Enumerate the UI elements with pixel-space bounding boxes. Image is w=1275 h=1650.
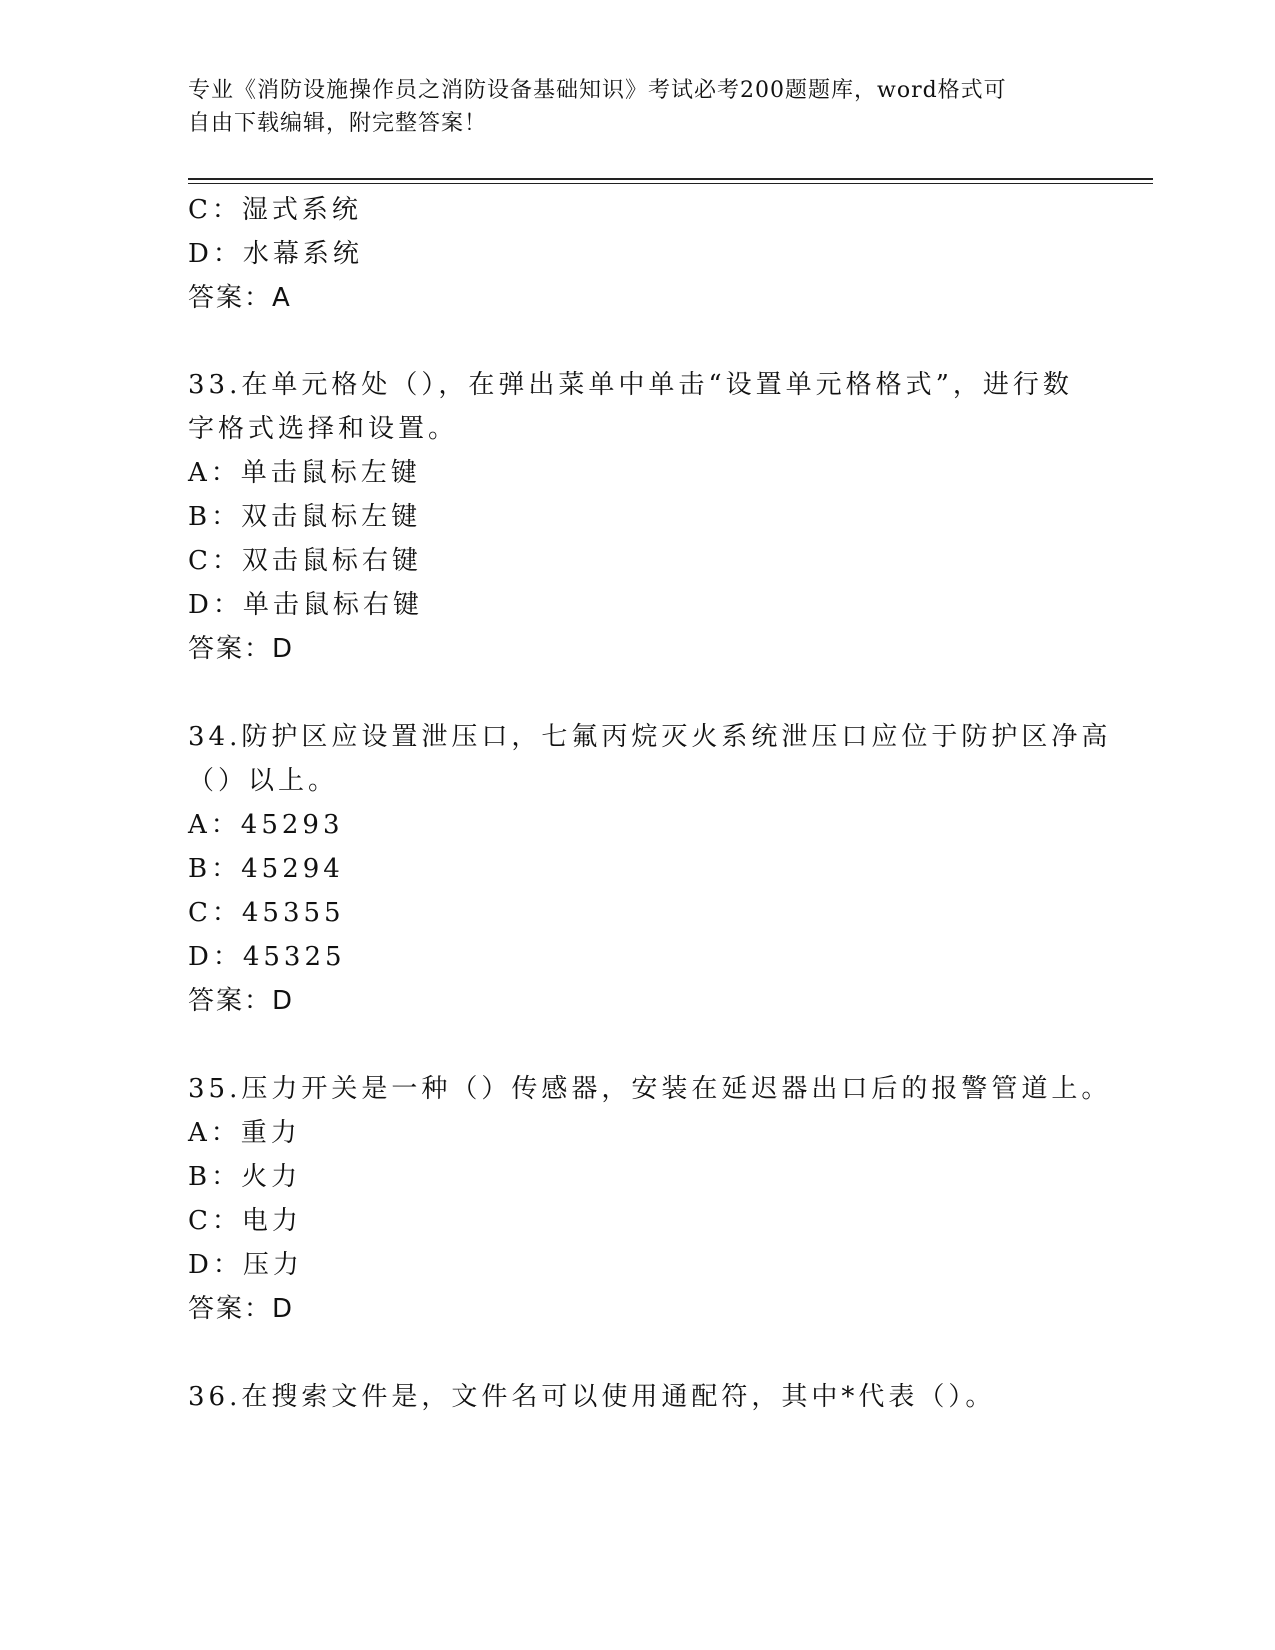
q35-option-b: B：火力 xyxy=(188,1162,302,1192)
q35-stem-line-1: 35.压力开关是一种（）传感器，安装在延迟器出口后的报警管道上。 xyxy=(188,1074,1112,1104)
prev-answer: 答案：A xyxy=(188,283,292,313)
q36-stem-line-1: 36.在搜索文件是，文件名可以使用通配符，其中*代表（）。 xyxy=(188,1382,996,1412)
header-divider-thin xyxy=(188,183,1153,184)
document-header xyxy=(188,74,1068,140)
header-line-2: 自由下载编辑，附完整答案！ xyxy=(188,111,488,136)
q33-option-c: C：双击鼠标右键 xyxy=(188,546,422,576)
q35-answer: 答案：D xyxy=(188,1294,295,1324)
header-line-1: 专业《消防设施操作员之消防设备基础知识》考试必考200题题库，word格式可 xyxy=(188,78,1007,103)
q34-option-b: B：45294 xyxy=(188,854,344,884)
q34-option-d: D：45325 xyxy=(188,942,346,972)
q35-option-a: A：重力 xyxy=(188,1118,301,1148)
q33-option-d: D：单击鼠标右键 xyxy=(188,590,423,620)
header-divider-thick xyxy=(188,178,1153,180)
q34-option-a: A：45293 xyxy=(188,810,344,840)
q33-stem-line-2: 字格式选择和设置。 xyxy=(188,414,459,444)
q34-stem-line-1: 34.防护区应设置泄压口，七氟丙烷灭火系统泄压口应位于防护区净高 xyxy=(188,722,1112,752)
q33-stem-line-1: 33.在单元格处（），在弹出菜单中单击“设置单元格格式”，进行数 xyxy=(188,370,1073,400)
q35-option-c: C：电力 xyxy=(188,1206,302,1236)
q33-answer: 答案：D xyxy=(188,634,295,664)
q35-option-d: D：压力 xyxy=(188,1250,303,1280)
q34-option-c: C：45355 xyxy=(188,898,345,928)
prev-option-d: D：水幕系统 xyxy=(188,239,363,269)
q34-answer: 答案：D xyxy=(188,986,295,1016)
q34-stem-line-2: （）以上。 xyxy=(188,766,339,796)
prev-option-c: C：湿式系统 xyxy=(188,195,362,225)
q33-option-a: A：单击鼠标左键 xyxy=(188,458,421,488)
q33-option-b: B：双击鼠标左键 xyxy=(188,502,422,532)
